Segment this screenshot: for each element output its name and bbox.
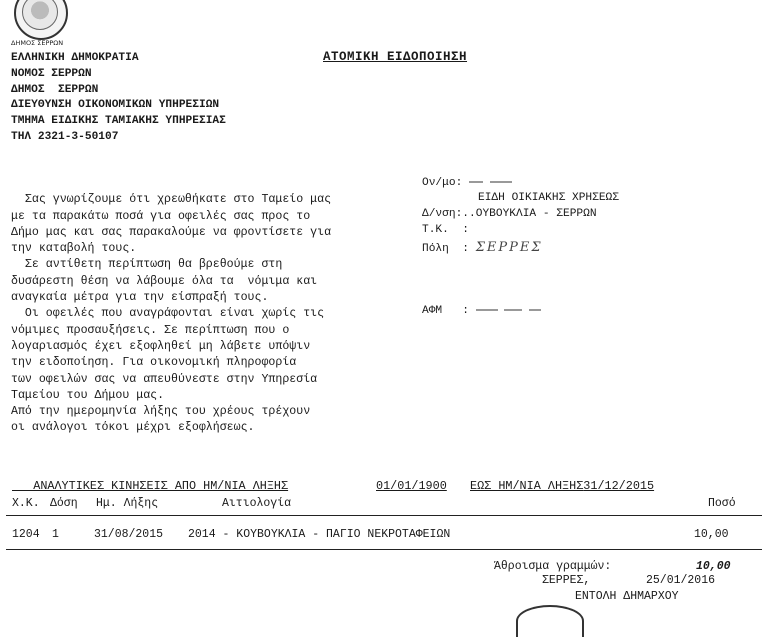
- signature-order: ΕΝΤΟΛΗ ΔΗΜΑΡΧΟΥ: [575, 590, 679, 603]
- header-line-5: ΤΜΗΜΑ ΕΙΔΙΚΗΣ ΤΑΜΙΑΚΗΣ ΥΠΗΡΕΣΙΑΣ: [11, 115, 226, 127]
- body-line: με τα παρακάτω ποσά για οφειλές σας προς το: [11, 209, 311, 223]
- body-line: Από την ημερομηνία λήξης του χρέους τρέχουν: [11, 405, 311, 419]
- column-amount: Ποσό: [708, 497, 736, 510]
- redaction-mark: [529, 309, 541, 311]
- movements-heading: [12, 479, 288, 493]
- movements-from-date: 01/01/1900: [376, 479, 447, 493]
- row-dosi: 1: [52, 528, 59, 541]
- recipient-name-value: ΕΙΔΗ ΟΙΚΙΑΚΗΣ ΧΡΗΣΕΩΣ: [478, 192, 619, 204]
- footer-date: 25/01/2016: [646, 574, 716, 587]
- body-line: Δήμο μας και σας παρακαλούμε να φροντίσετε για: [11, 225, 332, 239]
- seal-emblem-icon: [22, 0, 58, 30]
- table-rule-bottom: [6, 549, 762, 550]
- recipient-address-label: Δ/νση:: [422, 208, 463, 220]
- municipality-seal: [14, 0, 68, 40]
- place-label: ΣΕΡΡΕΣ,: [542, 574, 591, 587]
- recipient-name-row: [422, 177, 512, 189]
- table-rule-top: [6, 515, 762, 516]
- redaction-mark: [504, 309, 522, 311]
- body-line: Σας γνωρίζουμε ότι χρεωθήκατε στο Ταμείο μας: [11, 193, 332, 207]
- recipient-city-label: Πόλη :: [422, 243, 469, 255]
- body-line: Ταμείου του Δήμου μας.: [11, 388, 165, 402]
- recipient-afm-row: [422, 305, 541, 317]
- header-line-6: ΤΗΛ 2321-3-50107: [11, 131, 119, 143]
- column-reason: Αιτιολογία: [222, 497, 292, 510]
- body-line: Σε αντίθετη περίπτωση θα βρεθούμε στη: [11, 258, 283, 272]
- header-line-3: ΔΗΜΟΣ ΣΕΡΡΩΝ: [11, 84, 99, 96]
- movements-heading-text: ΑΝΑΛΥΤΙΚΕΣ ΚΙΝΗΣΕΙΣ ΑΠΟ ΗΜ/ΝΙΑ ΛΗΞΗΣ: [12, 479, 289, 493]
- page-title: ΑΤΟΜΙΚΗ ΕΙΔΟΠΟΙΗΣΗ: [323, 50, 468, 64]
- row-date: 31/08/2015: [94, 528, 164, 541]
- recipient-address-value: ..ΟΥΒΟΥΚΛΙΑ - ΣΕΡΡΩΝ: [462, 208, 597, 220]
- row-kk: 1204: [12, 528, 40, 541]
- redaction-mark: [490, 181, 512, 183]
- sum-label: Άθροισμα γραμμών:: [494, 560, 612, 573]
- movements-to-row: [470, 479, 654, 493]
- recipient-address-row: [422, 208, 597, 220]
- body-line: οι ανάλογοι τόκοι μέχρι εξοφλήσεως.: [11, 421, 255, 435]
- recipient-city-row: [422, 240, 543, 255]
- body-line: την ειδοποίηση. Για οικονομική πληροφορία: [11, 356, 297, 370]
- movements-to-label: ΕΩΣ ΗΜ/ΝΙΑ ΛΗΞΗΣ: [470, 479, 584, 493]
- seal-caption: ΔΗΜΟΣ ΣΕΡΡΩΝ: [11, 39, 64, 47]
- body-line: των οφειλών σας να απευθύνεστε στην Υπηρεσία: [11, 372, 318, 386]
- header-line-2: ΝΟΜΟΣ ΣΕΡΡΩΝ: [11, 68, 92, 80]
- official-stamp: [516, 605, 584, 637]
- column-kk: Χ.Κ.: [12, 497, 40, 510]
- notice-body: [11, 176, 331, 453]
- header-line-4: ΔΙΕΥΘΥΝΣΗ ΟΙΚΟΝΟΜΙΚΩΝ ΥΠΗΡΕΣΙΩΝ: [11, 99, 220, 111]
- header-line-1: ΕΛΛΗΝΙΚΗ ΔΗΜΟΚΡΑΤΙΑ: [11, 52, 139, 64]
- row-reason: 2014 - ΚΟΥΒΟΥΚΛΙΑ - ΠΑΓΙΟ ΝΕΚΡΟΤΑΦΕΙΩΝ: [188, 528, 451, 541]
- recipient-city-handwritten: ΣΕΡΡΕΣ: [475, 240, 543, 255]
- recipient-afm-label: ΑΦΜ :: [422, 305, 469, 317]
- recipient-name-label: Ον/μο:: [422, 177, 463, 189]
- body-line: δυσάρεστη θέση να λάβουμε όλα τα νόμιμα και: [11, 274, 318, 288]
- redaction-mark: [469, 181, 483, 183]
- column-date: Ημ. Λήξης: [96, 497, 159, 510]
- body-line: νόμιμες προσαυξήσεις. Σε περίπτωση που ο: [11, 323, 290, 337]
- body-line: Οι οφειλές που αναγράφονται είναι χωρίς τις: [11, 307, 325, 321]
- body-line: λογαριασμός έχει εξοφληθεί μη λάβετε υπόψιν: [11, 339, 311, 353]
- movements-to-date: 31/12/2015: [583, 479, 655, 493]
- redaction-mark: [476, 309, 498, 311]
- sum-value: 10,00: [696, 560, 731, 573]
- recipient-postal-label: Τ.Κ. :: [422, 224, 469, 236]
- row-amount: 10,00: [694, 528, 729, 541]
- body-line: την καταβολή τους.: [11, 242, 137, 256]
- column-dosi: Δόση: [50, 497, 78, 510]
- body-line: αναγκαία μέτρα για την είσπραξή τους.: [11, 291, 269, 305]
